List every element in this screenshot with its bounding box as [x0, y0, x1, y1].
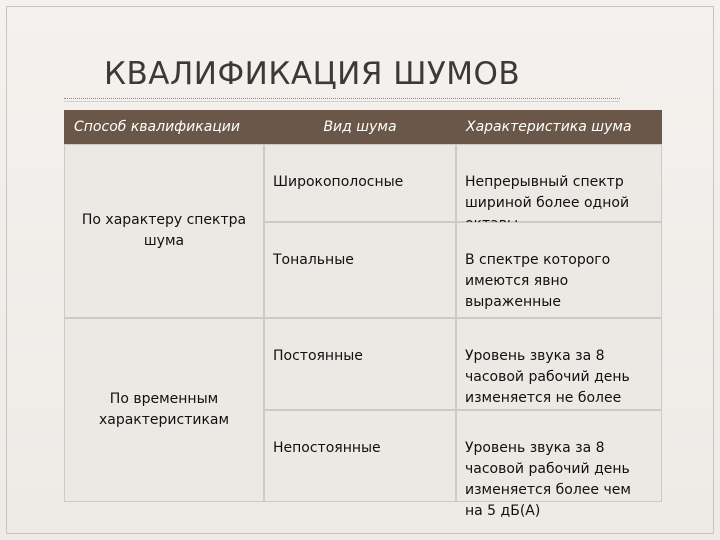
type-label-broadband: Широкополосные [273, 174, 404, 190]
type-cell-variable [264, 410, 456, 502]
characteristic-cell-variable [456, 410, 662, 519]
method-cell-temporal [64, 318, 264, 502]
header-method [64, 110, 264, 144]
title-underline-shadow [64, 101, 620, 102]
header-characteristic-label: Характеристика шума [466, 119, 632, 135]
header-type [264, 110, 456, 144]
type-label-variable: Непостоянные [273, 440, 381, 456]
characteristic-text-variable: Уровень звука за 8 часовой рабочий день изменяется более чем на 5 дБ(А) [465, 440, 631, 519]
method-label-temporal: По временным характеристикам [98, 391, 230, 428]
type-label-tonal: Тональные [273, 252, 354, 268]
characteristic-text-constant: Уровень звука за 8 часовой рабочий день изменяется не более [465, 348, 630, 406]
type-cell-constant [264, 318, 456, 410]
header-characteristic [456, 110, 662, 144]
characteristic-text-tonal: В спектре которого имеются явно выраженные [465, 252, 611, 310]
method-label-spectrum: По характеру спектра шума [81, 212, 247, 249]
type-label-constant: Постоянные [273, 348, 363, 364]
header-type-label: Вид шума [323, 119, 397, 135]
type-cell-tonal [264, 222, 456, 318]
method-cell-spectrum [64, 144, 264, 318]
characteristic-cell-broadband [456, 144, 662, 222]
characteristic-text-broadband: Непрерывный спектр шириной более одной [465, 174, 630, 211]
type-cell-broadband [264, 144, 456, 222]
characteristic-cell-tonal [456, 222, 662, 318]
title-underline [64, 98, 620, 99]
characteristic-cell-constant [456, 318, 662, 410]
header-method-label: Способ квалификации [74, 119, 241, 135]
slide-title: КВАЛИФИКАЦИЯ ШУМОВ [104, 56, 521, 92]
